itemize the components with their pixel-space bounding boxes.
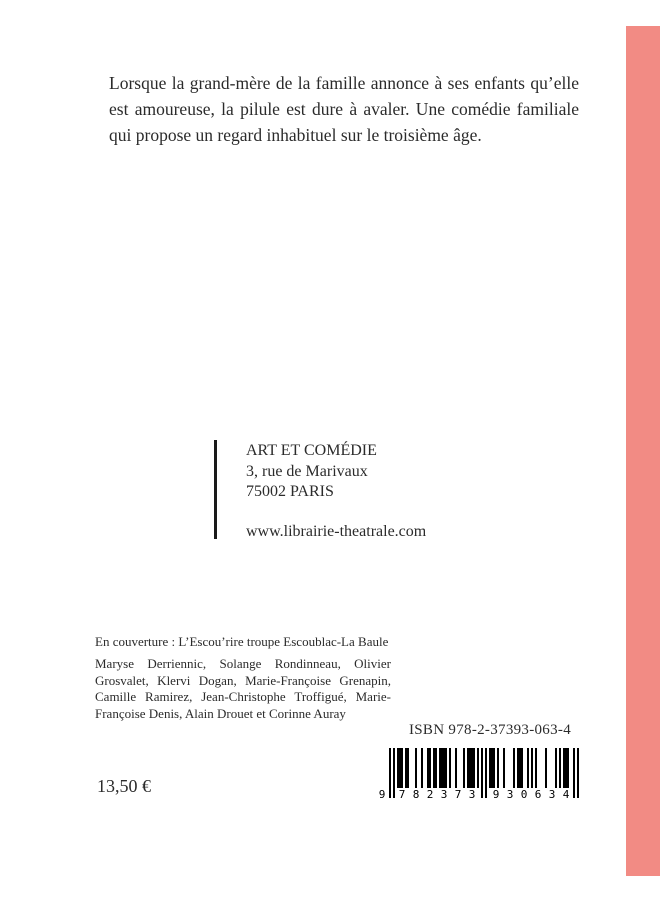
barcode-bar	[429, 748, 431, 788]
barcode-bar	[503, 748, 505, 788]
barcode-bar	[435, 748, 437, 788]
barcode-digit: 6	[534, 788, 542, 798]
barcode-digit: 7	[454, 788, 462, 798]
barcode-bar	[389, 748, 391, 798]
cast-list: Maryse Derriennic, Solange Rondinneau, Olivier Grosvalet, Klervi Dogan, Marie-Françoise Grenapin, Camille Ramirez, Jean-Christophe Troffigué, Marie-Françoise Denis, Alain Drouet et Corinne Auray	[95, 656, 391, 721]
barcode-bar	[485, 748, 487, 798]
barcode-bar	[427, 748, 429, 788]
barcode-bar	[415, 748, 417, 788]
barcode-bar	[567, 748, 569, 788]
barcode-bar	[469, 748, 471, 788]
barcode-bar	[439, 748, 441, 788]
publisher-street: 3, rue de Marivaux	[246, 462, 368, 480]
barcode-bar	[545, 748, 547, 788]
price-label: 13,50 €	[97, 776, 151, 796]
barcode-bar	[445, 748, 447, 788]
spine-band	[626, 26, 660, 876]
barcode-bar	[441, 748, 443, 788]
barcode-bar	[449, 748, 451, 788]
barcode-bar	[433, 748, 435, 788]
barcode-bar	[421, 748, 423, 788]
publisher-divider	[214, 440, 217, 539]
barcode-bar	[535, 748, 537, 788]
barcode	[377, 748, 583, 798]
barcode-bar	[463, 748, 465, 788]
publisher-city: 75002 PARIS	[246, 483, 334, 500]
barcode-bar	[565, 748, 567, 788]
barcode-bar	[527, 748, 529, 788]
barcode-bar	[393, 748, 395, 798]
barcode-bar	[491, 748, 493, 788]
barcode-bar	[405, 748, 407, 788]
barcode-bar	[401, 748, 403, 788]
barcode-bar	[471, 748, 473, 788]
barcode-bar	[467, 748, 469, 788]
barcode-bar	[455, 748, 457, 788]
barcode-bar	[473, 748, 475, 788]
publisher-block	[246, 441, 426, 542]
barcode-bar	[397, 748, 399, 788]
barcode-bar	[477, 748, 479, 788]
barcode-bar	[555, 748, 557, 788]
barcode-bar	[563, 748, 565, 788]
publisher-website-link[interactable]: www.librairie-theatrale.com	[246, 522, 427, 540]
barcode-digit: 8	[412, 788, 420, 798]
barcode-digit: 3	[506, 788, 514, 798]
barcode-digits	[379, 788, 570, 798]
barcode-bar	[489, 748, 491, 788]
barcode-bar	[481, 748, 483, 798]
isbn-number: ISBN 978-2-37393-063-4	[409, 722, 572, 738]
publisher-name: ART ET COMÉDIE	[246, 442, 377, 459]
barcode-bar	[407, 748, 409, 788]
barcode-bar	[519, 748, 521, 788]
barcode-bar	[399, 748, 401, 788]
barcode-digit: 0	[520, 788, 528, 798]
barcode-bar	[521, 748, 523, 788]
barcode-bar	[513, 748, 515, 788]
barcode-bar	[493, 748, 495, 788]
barcode-bar	[559, 748, 561, 788]
barcode-bar	[497, 748, 499, 788]
barcode-bar	[443, 748, 445, 788]
barcode-bar	[517, 748, 519, 788]
barcode-digit: 2	[426, 788, 434, 798]
barcode-bar	[577, 748, 579, 798]
barcode-digit: 3	[440, 788, 448, 798]
barcode-digit: 4	[562, 788, 570, 798]
barcode-digit: 3	[548, 788, 556, 798]
barcode-bar	[573, 748, 575, 798]
cover-credit: En couverture : L’Escou’rire troupe Escoublac-La Baule	[95, 634, 389, 649]
back-cover-blurb: Lorsque la grand-mère de la famille annonce à ses enfants qu’elle est amoureuse, la pilule est dure à avaler. Une comédie familiale qui propose un regard inhabituel sur le troisième âge.	[109, 73, 579, 145]
barcode-digit: 3	[468, 788, 476, 798]
barcode-bar	[531, 748, 533, 788]
barcode-digit: 9	[492, 788, 500, 798]
barcode-digit: 9	[378, 788, 386, 798]
barcode-digit: 7	[398, 788, 406, 798]
